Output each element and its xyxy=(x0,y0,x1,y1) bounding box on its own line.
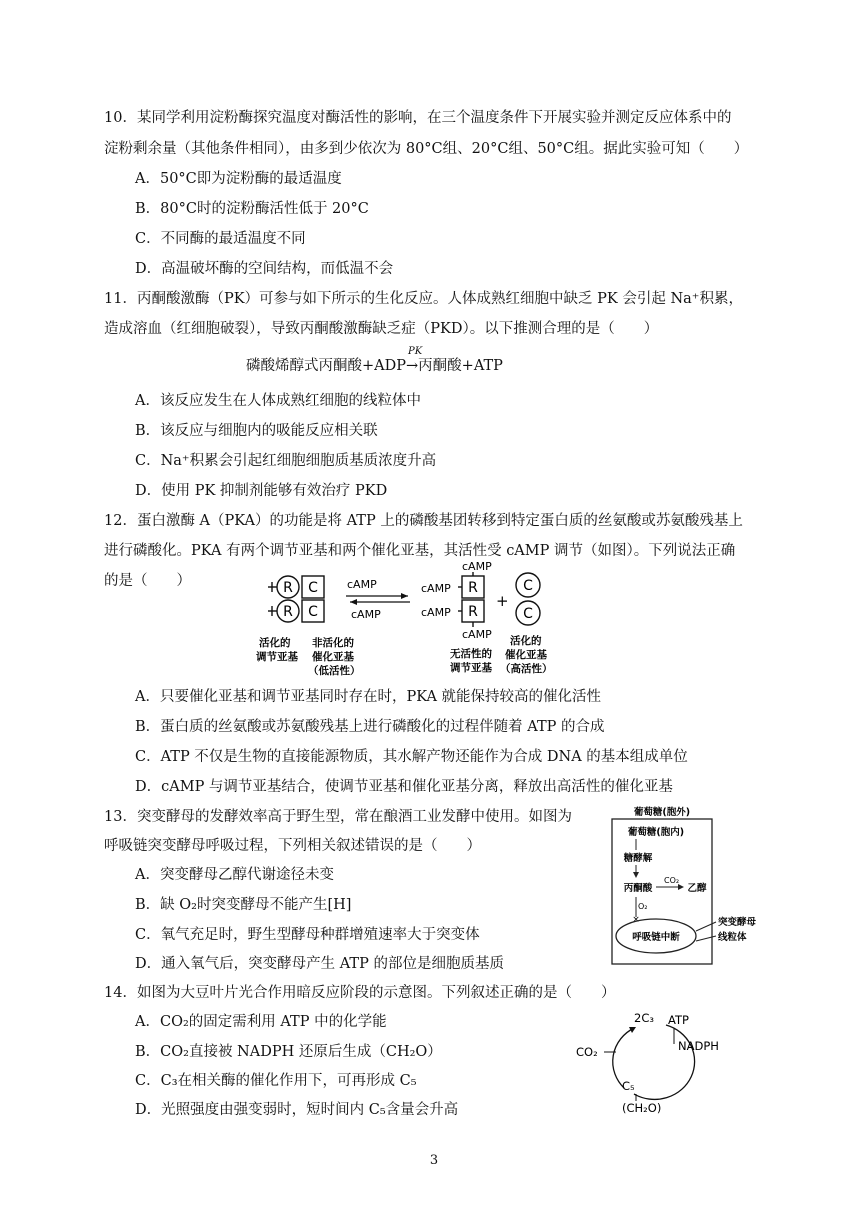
q13-option-b[interactable]: B．缺 O₂时突变酵母不能产生[H] xyxy=(135,897,352,913)
ethanol-label: 乙醇 xyxy=(687,883,707,894)
camp-reverse-label: cAMP xyxy=(351,608,381,621)
caption-inactive-catalytic-3: （低活性） xyxy=(308,665,361,677)
caption-active-catalytic-3: （高活性） xyxy=(500,663,553,675)
caption-active-catalytic-1: 活化的 xyxy=(510,635,542,647)
q10-option-c[interactable]: C．不同酶的最适温度不同 xyxy=(135,231,306,247)
free-catalytic-c2: C xyxy=(523,606,533,622)
mutant-pointer xyxy=(696,922,716,931)
camp-left-1: cAMP xyxy=(421,582,451,595)
enzyme-label: PK xyxy=(408,346,423,357)
q10-option-d[interactable]: D．高温破坏酶的空间结构，而低温不会 xyxy=(135,261,394,277)
equation-products: 丙酮酸+ATP xyxy=(418,358,503,374)
q12-stem-line3: 的是（ ） xyxy=(104,573,191,589)
intracellular-glucose-label: 葡萄糖(胞内) xyxy=(627,827,685,838)
o2-label: O₂ xyxy=(638,902,648,911)
caption-inactive-catalytic-2: 催化亚基 xyxy=(312,651,354,663)
forward-arrowhead xyxy=(401,593,408,599)
extracellular-glucose-label: 葡萄糖(胞外) xyxy=(633,807,691,818)
c5-label: C₅ xyxy=(622,1079,635,1093)
q12-option-c[interactable]: C．ATP 不仅是生物的直接能源物质，其水解产物还能作为合成 DNA 的基本组成单位 xyxy=(135,749,688,765)
mitochondria-label: 线粒体 xyxy=(718,932,747,943)
free-catalytic-c1: C xyxy=(523,578,533,594)
equation-arrow: PK → xyxy=(406,346,423,374)
q11-stem-line1: 11．丙酮酸激酶（PK）可参与如下所示的生化反应。人体成熟红细胞中缺乏 PK 会引起 Na⁺积累， xyxy=(104,291,743,307)
pyruvate-label: 丙酮酸 xyxy=(623,883,653,894)
camp-forward-label: cAMP xyxy=(347,578,377,591)
q10-stem-line2: 淀粉剩余量（其他条件相同），由多到少依次为 80°C组、20°C组、50°C组。据此实验可知（ ） xyxy=(104,141,749,157)
q11-option-b[interactable]: B．该反应与细胞内的吸能反应相关联 xyxy=(135,423,378,439)
reverse-arrowhead xyxy=(350,599,357,605)
q11-option-c[interactable]: C．Na⁺积累会引起红细胞细胞质基质浓度升高 xyxy=(135,453,437,469)
regulatory-subunit-r1: R xyxy=(283,580,293,596)
caption-inactive-regulatory-1: 无活性的 xyxy=(450,648,492,660)
caption-inactive-regulatory-2: 调节亚基 xyxy=(450,662,492,674)
q13-stem-line1: 13．突变酵母的发酵效率高于野生型，常在酿酒工业发酵中使用。如图为 xyxy=(104,809,572,825)
page-number: 3 xyxy=(429,1153,439,1168)
q10-stem-line1: 10．某同学利用淀粉酶探究温度对酶活性的影响，在三个温度条件下开展实验并测定反应体系中的 xyxy=(104,110,732,126)
q13-option-c[interactable]: C．氧气充足时，野生型酵母种群增殖速率大于突变体 xyxy=(135,927,480,943)
calvin-cycle-diagram xyxy=(574,1010,744,1120)
c3-label: 2C₃ xyxy=(634,1011,654,1025)
co2-input-label: CO₂ xyxy=(576,1045,598,1059)
atp-label: ATP xyxy=(668,1013,689,1027)
q14-stem-line1: 14．如图为大豆叶片光合作用暗反应阶段的示意图。下列叙述正确的是（ ） xyxy=(104,985,616,1001)
caption-active-catalytic-2: 催化亚基 xyxy=(505,649,547,661)
camp-bottom: cAMP xyxy=(462,628,492,641)
regulatory-subunit-r2: R xyxy=(283,604,293,620)
yeast-respiration-diagram xyxy=(608,805,766,970)
q14-option-c[interactable]: C．C₃在相关酶的催化作用下，可再形成 C₅ xyxy=(135,1073,417,1089)
q13-option-a[interactable]: A．突变酵母乙醇代谢途径未变 xyxy=(135,867,334,883)
q13-option-d[interactable]: D．通入氧气后，突变酵母产生 ATP 的部位是细胞质基质 xyxy=(135,956,504,972)
q12-option-d[interactable]: D．cAMP 与调节亚基结合，使调节亚基和催化亚基分离，释放出高活性的催化亚基 xyxy=(135,779,673,795)
nadph-label: NADPH xyxy=(678,1039,719,1053)
q11-option-d[interactable]: D．使用 PK 抑制剂能够有效治疗 PKD xyxy=(135,483,388,499)
pka-regulation-diagram xyxy=(250,560,570,685)
blocked-mark: × xyxy=(632,915,640,925)
q11-reaction-equation xyxy=(246,346,503,375)
caption-inactive-catalytic-1: 非活化的 xyxy=(312,637,354,649)
q12-stem-line1: 12．蛋白激酶 A（PKA）的功能是将 ATP 上的磷酸基团转移到特定蛋白质的丝氨酸或苏氨酸残基上 xyxy=(104,513,743,529)
q13-stem-line2: 呼吸链突变酵母呼吸过程，下列相关叙述错误的是（ ） xyxy=(104,838,481,854)
co2-label: CO₂ xyxy=(664,876,680,885)
q11-stem-line2: 造成溶血（红细胞破裂），导致丙酮酸激酶缺乏症（PKD）。以下推测合理的是（ ） xyxy=(104,321,659,337)
caption-active-regulatory-2: 调节亚基 xyxy=(256,651,298,663)
q10-option-b[interactable]: B．80°C时的淀粉酶活性低于 20°C xyxy=(135,201,369,217)
equation-reactants: 磷酸烯醇式丙酮酸+ADP xyxy=(246,358,407,374)
catalytic-subunit-c1: C xyxy=(308,580,318,596)
camp-left-2: cAMP xyxy=(421,606,451,619)
free-regulatory-r2: R xyxy=(468,604,478,620)
caption-active-regulatory-1: 活化的 xyxy=(259,637,291,649)
q10-option-a[interactable]: A．50°C即为淀粉酶的最适温度 xyxy=(135,171,342,187)
ch2o-label: (CH₂O) xyxy=(622,1101,662,1115)
respiratory-chain-broken-label: 呼吸链中断 xyxy=(632,932,680,943)
q12-stem-line2: 进行磷酸化。PKA 有两个调节亚基和两个催化亚基，其活性受 cAMP 调节（如图）。下列说法正确 xyxy=(104,543,736,559)
calvin-cycle-loop xyxy=(634,1025,695,1099)
mutant-yeast-label: 突变酵母 xyxy=(718,917,757,928)
q12-option-b[interactable]: B．蛋白质的丝氨酸或苏氨酸残基上进行磷酸化的过程伴随着 ATP 的合成 xyxy=(135,719,605,735)
glycolysis-label: 糖酵解 xyxy=(623,853,653,864)
q11-option-a[interactable]: A．该反应发生在人体成熟红细胞的线粒体中 xyxy=(135,393,421,409)
q14-option-d[interactable]: D．光照强度由强变弱时，短时间内 C₅含量会升高 xyxy=(135,1102,459,1118)
q12-option-a[interactable]: A．只要催化亚基和调节亚基同时存在时，PKA 就能保持较高的催化活性 xyxy=(135,689,602,705)
plus-sign: + xyxy=(496,592,509,610)
catalytic-subunit-c2: C xyxy=(308,604,318,620)
q14-option-b[interactable]: B．CO₂直接被 NADPH 还原后生成（CH₂O） xyxy=(135,1044,442,1060)
q14-option-a[interactable]: A．CO₂的固定需利用 ATP 中的化学能 xyxy=(135,1014,387,1030)
free-regulatory-r1: R xyxy=(468,580,478,596)
mitochondria-pointer xyxy=(696,936,716,941)
camp-top: cAMP xyxy=(462,560,492,573)
